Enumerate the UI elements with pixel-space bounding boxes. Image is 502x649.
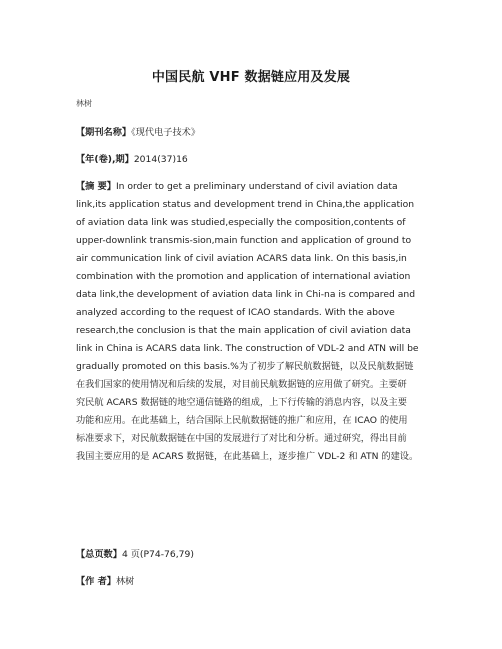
pages-field: [76, 546, 194, 560]
year-field: [76, 151, 188, 165]
document-title: 中国民航 VHF 数据链应用及发展: [151, 70, 351, 85]
abstract-line: analyzed according to the request of ICAO standards. With the above: [76, 307, 395, 318]
abstract-line: research,the conclusion is that the main application of civil aviation data: [76, 325, 411, 336]
abstract-label: 【摘 要】: [76, 181, 116, 192]
pages-label: 【总页数】: [76, 549, 122, 560]
author-name: 林树: [76, 99, 92, 108]
journal-value: 《现代电子技术》: [131, 127, 201, 138]
abstract-line: air communication link of civil aviation ACARS data link. On this basis,in: [76, 253, 407, 264]
year-value: 2014(37)16: [133, 154, 188, 165]
abstract-line: 我国主要应用的是 ACARS 数据链，在此基础上，逐步推广 VDL-2 和 ATN 的建设。: [76, 451, 419, 462]
abstract-line: combination with the promotion and application of international aviation: [76, 271, 411, 282]
author-label: 【作 者】: [76, 576, 116, 587]
journal-label: 【期刊名称】: [76, 127, 132, 138]
abstract-line: gradually promoted on this basis.%为了初步了解民航数据链，以及民航数据链: [76, 361, 414, 372]
journal-field: [76, 124, 200, 138]
abstract-line: 究民航 ACARS 数据链的地空通信链路的组成，上下行传输的消息内容，以及主要: [76, 397, 407, 408]
abstract-line: link in China is ACARS data link. The construction of VDL-2 and ATN will be: [76, 343, 419, 354]
abstract-line: data link,the development of aviation data link in Chi-na is compared and: [76, 289, 416, 300]
abstract-line: link,its application status and development trend in China,the application: [76, 199, 415, 210]
pages-value: 4 页(P74-76,79): [121, 549, 194, 560]
abstract-block: [76, 178, 436, 466]
author-value: 林树: [115, 576, 135, 587]
year-label: 【年(卷),期】: [76, 154, 134, 165]
abstract-line: of aviation data link was studied,especially the composition,contents of: [76, 217, 406, 228]
abstract-line: 功能和应用。在此基础上，结合国际上民航数据链的推广和应用，在 ICAO 的使用: [76, 415, 408, 426]
abstract-line: 在我们国家的使用情况和后续的发展，对目前民航数据链的应用做了研究。主要研: [76, 379, 407, 390]
abstract-line: 标准要求下，对民航数据链在中国的发展进行了对比和分析。通过研究，得出目前: [76, 433, 407, 444]
abstract-line: 【摘 要】In order to get a preliminary understand of civil aviation data: [76, 181, 398, 192]
author-field: [76, 573, 134, 587]
abstract-line: upper-downlink transmis-sion,main function and application of ground to: [76, 235, 412, 246]
